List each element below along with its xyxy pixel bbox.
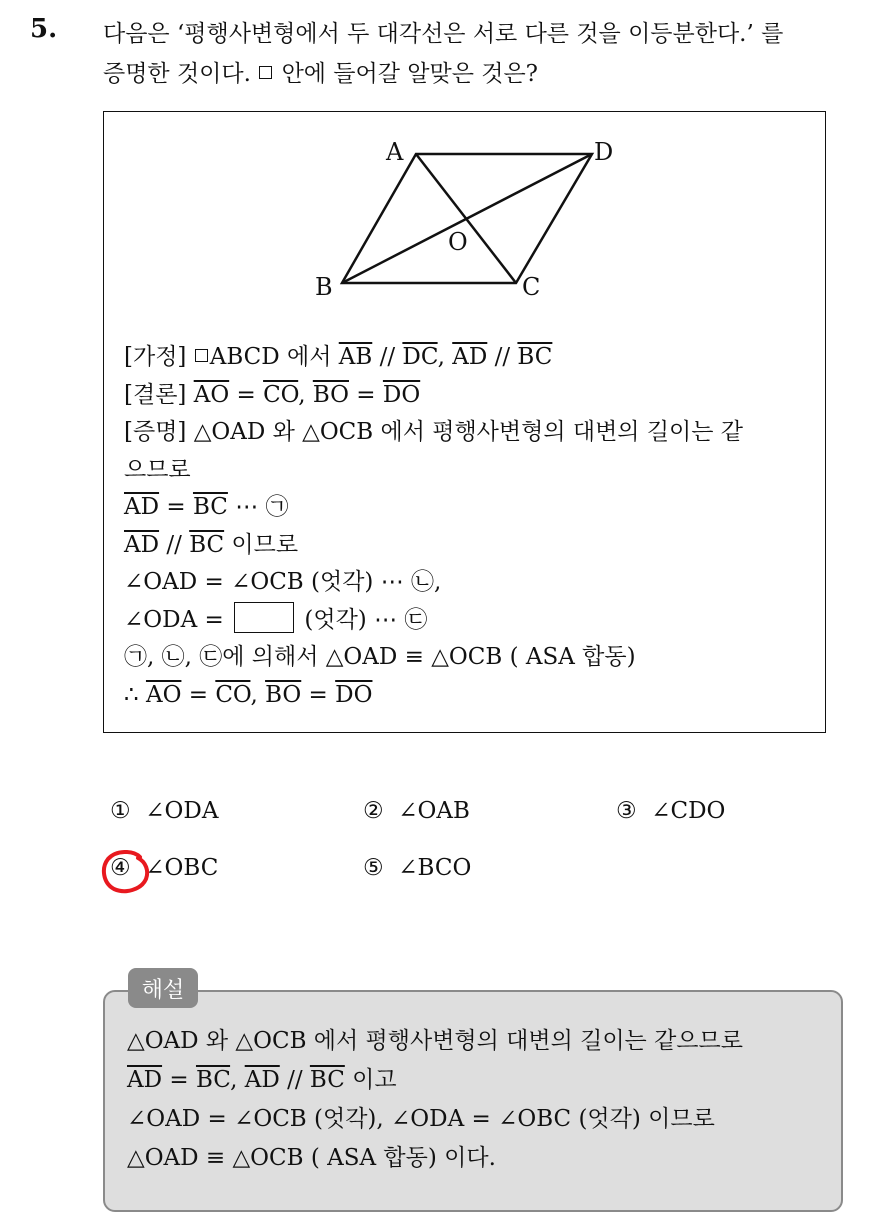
proof-step-2: $\overline{AD} // \overline{BC}$ 이므로 <box>124 531 299 558</box>
segment-ad: $\overline{AD}$ <box>127 1067 163 1093</box>
choice-5-number: ⑤ <box>363 855 384 881</box>
vertex-label-c: C <box>522 273 541 301</box>
choice-3[interactable] <box>616 798 725 824</box>
step1-suffix: ⋯ ㉠ <box>227 494 289 520</box>
proof-intro: △OAD 와 △OCB 에서 평행사변형의 대변의 길이는 같 <box>193 419 744 445</box>
solution-line-1: △OAD 와 △OCB 에서 평행사변형의 대변의 길이는 같으므로 <box>127 1028 743 1054</box>
choice-1-number: ① <box>110 798 131 824</box>
segment-bc: $\overline{BC}$ <box>192 494 228 520</box>
segment-ad: $\overline{AD}$ <box>244 1067 280 1093</box>
segment-ao: $\overline{AO}$ <box>193 381 230 408</box>
choice-2-number: ② <box>363 798 384 824</box>
choice-5-text: ∠BCO <box>398 855 472 881</box>
choice-2[interactable] <box>363 798 470 824</box>
proof-lines <box>124 339 814 714</box>
segment-do: $\overline{DO}$ <box>335 681 373 708</box>
solution-line-4: △OAD ≡ △OCB ( ASA 합동) 이다. <box>127 1145 496 1171</box>
choice-3-number: ③ <box>616 798 637 824</box>
question-line-2-pre: 증명한 것이다. <box>103 61 251 87</box>
segment-co: $\overline{CO}$ <box>263 381 299 408</box>
step4-post: (엇각) ⋯ ㉢ <box>304 606 428 633</box>
segment-ab: $\overline{AB}$ <box>338 344 373 370</box>
vertex-label-a: A <box>386 138 404 166</box>
choice-1[interactable] <box>110 798 218 824</box>
proof-step-3: ∠OAD = ∠OCB (엇각) ⋯ ㉡, <box>124 569 442 595</box>
vertex-label-b: B <box>315 273 333 301</box>
solution-line-2: $\overline{AD} = \overline{BC}$, $\overline{AD} // \overline{BC}$ 이고 <box>127 1067 397 1093</box>
parallelogram-figure <box>104 112 827 312</box>
solution-box <box>103 990 843 1212</box>
question-line-2-post: 안에 들어갈 알맞은 것은? <box>281 61 539 87</box>
step4-pre: ∠ODA = <box>124 606 224 633</box>
assumption-abcd: ABCD <box>209 344 280 370</box>
proof-label: [증명] <box>124 419 187 445</box>
segment-co: $\overline{CO}$ <box>215 681 251 708</box>
segment-bc: $\overline{BC}$ <box>309 1067 345 1093</box>
choice-3-text: ∠CDO <box>651 798 726 824</box>
segment-ao: $\overline{AO}$ <box>145 681 182 708</box>
question-line-1: 다음은 ‘평행사변형에서 두 대각선은 서로 다른 것을 이등분한다.’ 를 <box>103 21 784 47</box>
segment-bc: $\overline{BC}$ <box>189 531 225 558</box>
question-number: 5. <box>30 14 58 44</box>
choice-5[interactable] <box>363 855 471 881</box>
proof-step-5: ㉠, ㉡, ㉢에 의해서 △OAD ≡ △OCB ( ASA 합동) <box>124 644 636 670</box>
assumption-label: [가정] <box>124 344 187 370</box>
conclusion-line: [결론] $\overline{AO} = \overline{CO}$, $\overline{BO} = \overline{DO}$ <box>124 381 421 408</box>
segment-do: $\overline{DO}$ <box>382 381 421 408</box>
segment-bo: $\overline{BO}$ <box>265 681 302 708</box>
choice-4-number: ④ <box>110 855 131 881</box>
segment-ad: $\overline{AD}$ <box>124 531 160 558</box>
choice-1-text: ∠ODA <box>145 798 219 824</box>
blank-square-icon <box>259 66 272 79</box>
assumption-where: 에서 <box>287 344 332 370</box>
solution-line-2-suffix: 이고 <box>352 1067 397 1093</box>
parallelogram-square-icon <box>195 349 208 362</box>
segment-bc: $\overline{BC}$ <box>517 344 553 370</box>
vertex-label-d: D <box>594 138 614 166</box>
segment-bc: $\overline{BC}$ <box>195 1067 231 1093</box>
therefore-symbol: ∴ <box>124 681 139 708</box>
choice-2-text: ∠OAB <box>398 798 470 824</box>
proof-step-1: $\overline{AD} = \overline{BC}$ ⋯ ㉠ <box>124 494 289 520</box>
conclusion-label: [결론] <box>124 381 187 408</box>
segment-bo: $\overline{BO}$ <box>312 381 349 408</box>
choice-4-text: ∠OBC <box>145 855 219 881</box>
vertex-label-o: O <box>448 228 468 256</box>
proof-intro-cont: 으므로 <box>124 456 191 483</box>
step2-suffix: 이므로 <box>224 531 299 558</box>
answer-circle-mark-icon <box>100 848 154 896</box>
proof-intro-line <box>124 414 814 452</box>
segment-ad: $\overline{AD}$ <box>124 494 160 520</box>
segment-ad: $\overline{AD}$ <box>452 344 488 370</box>
question-text <box>103 14 873 94</box>
segment-dc: $\overline{DC}$ <box>402 344 438 370</box>
assumption-line: [가정] ABCD 에서 $\overline{AB} // \overline{DC}$, $\overline{AD} // \overline{BC}$ <box>124 344 553 370</box>
answer-blank-box <box>234 602 294 633</box>
proof-box <box>103 111 826 733</box>
proof-therefore-line: ∴ $\overline{AO} = \overline{CO}$, $\overline{BO} = \overline{DO}$ <box>124 681 373 708</box>
solution-line-3: ∠OAD = ∠OCB (엇각), ∠ODA = ∠OBC (엇각) 이므로 <box>127 1106 715 1132</box>
question-line-2 <box>103 54 873 94</box>
proof-step-4 <box>124 602 814 640</box>
solution-lines <box>127 1022 827 1178</box>
solution-tab: 해설 <box>128 968 198 1008</box>
